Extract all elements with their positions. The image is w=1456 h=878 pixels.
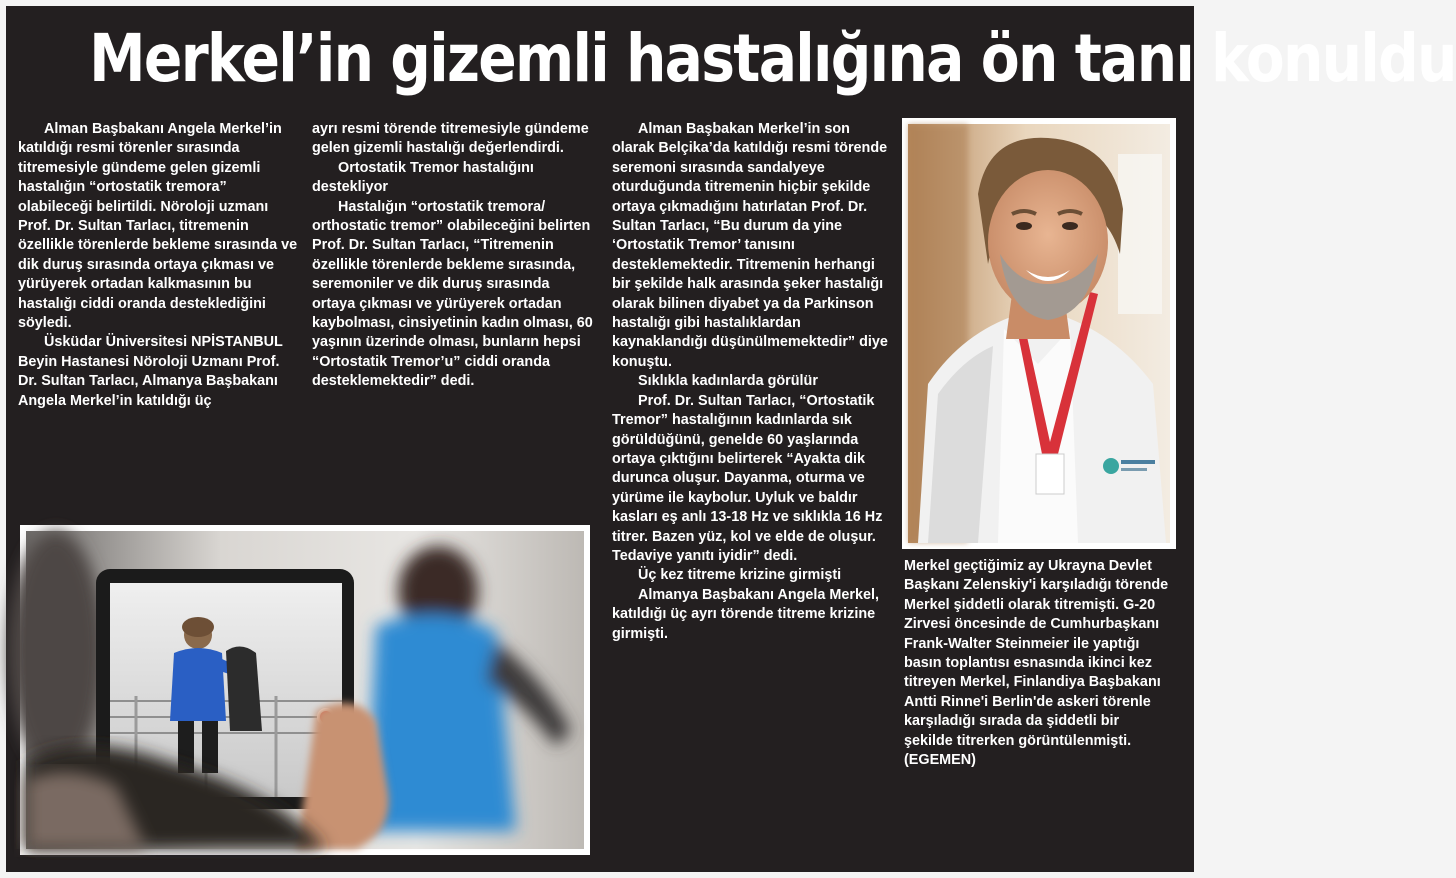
article-column-4 (904, 557, 1170, 770)
paragraph: Üsküdar Üniversitesi NPİSTANBUL Beyin Hastanesi Nöroloji Uzmanı Prof. Dr. Sultan Tarlacı, Almanya Başbakanı Angela Merkel’in katıldığı üç (18, 334, 283, 409)
professor-portrait-image (908, 124, 1170, 543)
paragraph: Prof. Dr. Sultan Tarlacı, “Ortostatik Tremor” hastalığının kadınlarda sık görüldüğünü, genelde 60 yaşlarında ortaya çıktığını belirterek “Ayakta dik durunca oluşur. Dayanma, oturma ve yürüme ile kaybolur. Uyluk ve baldır kasları eş anlı 13-18 Hz ve sıklıkla 16 Hz titrer. Bazen yüz, kol ve elde de oluşur. Tedaviye yanıtı iyidir” dedi. (612, 392, 883, 564)
paragraph: Alman Başbakanı Angela Merkel’in katıldığı resmi törenler sırasında titremesiyle gündeme gelen gizemli hastalığın “ortostatik tremora” olabileceği belirtildi. Nöroloji uzmanı Prof. Dr. Sultan Tarlacı, titremenin özellikle törenlerde bekleme sırasında ve dik duruş sırasında ortaya çıkması ve yürüyerek ortadan kalkmasının bu hastalığı ciddi oranda desteklediğini söyledi. (18, 121, 298, 332)
paragraph: Alman Başbakan Merkel’in son olarak Belçika’da katıldığı resmi törende seremoni sırasında sandalyeye oturduğunda titremenin hiçbir şekilde ortaya çıkmadığını hatırlatan Prof. Dr. Sultan Tarlacı, “Bu durum da yine ‘Ortostatik Tremor’ tanısını desteklemektedir. Titremenin herhangi bir şekilde halk arasında şeker hastalığı olarak bilinen diyabet ya da Parkinson hastalığı gibi hastalıklardan kaynaklandığı düşünülmemektedir” diye konuştu. (612, 121, 888, 370)
merkel-tablet-photo (20, 525, 590, 855)
article-column-2 (312, 120, 596, 392)
article-column-1 (18, 120, 302, 411)
paragraph: ayrı resmi törende titremesiyle gündeme gelen gizemli hastalığı değerlendirdi. (312, 121, 589, 157)
subheading: Üç kez titreme krizine girmişti (638, 567, 842, 584)
subheading: Sıklıkla kadınlarda görülür (638, 373, 818, 390)
paragraph: Merkel geçtiğimiz ay Ukrayna Devlet Başkanı Zelenskiy'i karşıladığı törende Merkel şiddetli olarak titremişti. G-20 Zirvesi öncesinde de Cumhurbaşkanı Frank-Walter Steinmeier ile yaptığı basın toplantısı esnasında ikinci kez titreyen Merkel, Finlandiya Başbakanı Antti Rinne'i Berlin'de askeri törenle karşıladığı sırada da şiddetli bir şekilde titrerken görüntülenmişti. (EGEMEN) (904, 558, 1169, 769)
professor-portrait-photo (902, 118, 1176, 549)
headline: Merkel’in gizemli hastalığına ön tanı konuldu (89, 20, 1456, 97)
paragraph: Almanya Başbakanı Angela Merkel, katıldığı üç ayrı törende titreme krizine girmişti. (612, 586, 880, 642)
paragraph: Hastalığın “ortostatik tremora/ orthostatic tremor” olabileceğini belirten Prof. Dr. Sultan Tarlacı, “Titremenin özellikle törenlerde bekleme sırasında, seremoniler ve dik duruş sırasında ortaya çıkması ve yürüyerek ortadan kaybolması, cinsiyetinin kadın olması, 60 yaşının üzerinde olması, bunların hepsi “Ortostatik Tremor’u” ciddi oranda desteklemektedir” dedi. (312, 198, 593, 390)
article-column-3 (612, 120, 892, 644)
newspaper-page (6, 6, 1456, 872)
merkel-tablet-photo-image (26, 531, 584, 849)
subheading: Ortostatik Tremor hastalığını destekliyor (312, 159, 534, 196)
